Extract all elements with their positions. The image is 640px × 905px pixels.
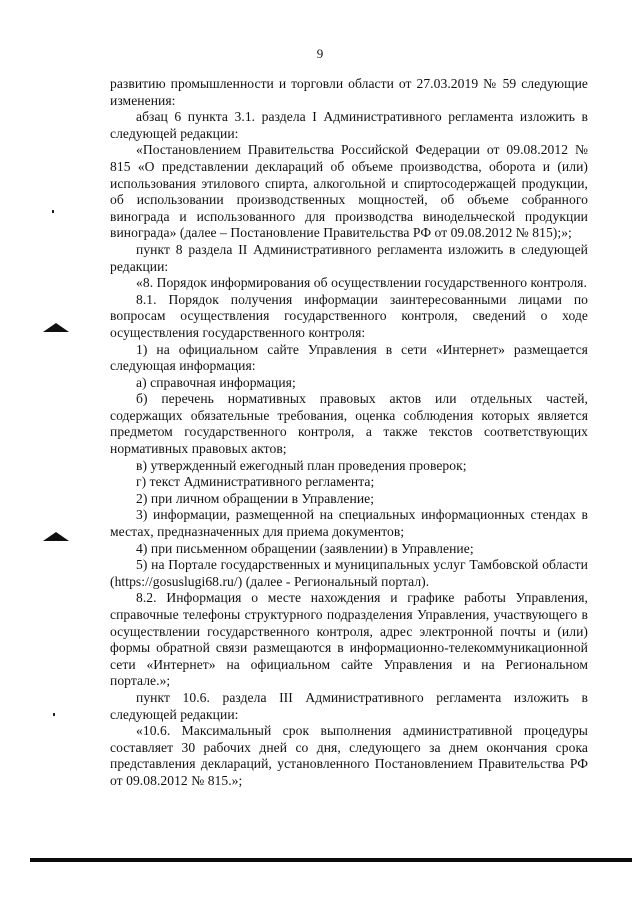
paragraph: в) утвержденный ежегодный план проведения проверок;: [136, 457, 467, 473]
paragraph: а) справочная информация;: [136, 374, 296, 390]
paragraph: пункт 8 раздела II Административного регламента изложить в следующей редакции:: [110, 241, 588, 274]
paragraph: 3) информации, размещенной на специальных информационных стендах в местах, предназначенных для приема документов;: [110, 507, 588, 540]
page-number: 9: [316, 46, 324, 61]
paragraph: 2) при личном обращении в Управление;: [136, 490, 375, 506]
paragraph: б) перечень нормативных правовых актов или отдельных частей, содержащих обязательные требования, оценка соблюдения которых является предметом государственного контроля, а также текстов соответствующих нормативных правовых актов;: [110, 391, 588, 457]
paragraph: 8.1. Порядок получения информации заинтересованными лицами по вопросам осуществления государственного контроля, сведений о ходе осуществления государственного контроля:: [110, 291, 588, 340]
paragraph: 1) на официальном сайте Управления в сети «Интернет» размещается следующая информация:: [110, 341, 588, 374]
margin-scan-mark: [43, 323, 69, 332]
paragraph: 8.2. Информация о месте нахождения и графике работы Управления, справочные телефоны структурного подразделения Управления, участвующего в осуществлении государственного контроля, адрес электронной почты и (или) формы обратной связи размещаются в информационно-телекоммуникационной сети «Интернет» на официальном сайте Управления и на Региональном портале.»;: [110, 590, 588, 689]
scan-speck: [52, 210, 54, 213]
paragraph: 4) при письменном обращении (заявлении) в Управление;: [136, 540, 474, 556]
paragraph: «Постановлением Правительства Российской Федерации от 09.08.2012 № 815 «О представлении деклараций об объеме производства, оборота и (или) использования этилового спирта, алкогольной и спиртосодержащей продукции, об использовании производственных мощностей, об объеме собранного винограда и использованного для производства винодельческой продукции винограда» (далее – Постановление Правительства РФ от 09.08.2012 № 815);»;: [110, 142, 588, 241]
paragraph: г) текст Административного регламента;: [136, 474, 375, 490]
paragraph: «10.6. Максимальный срок выполнения административной процедуры составляет 30 рабочих дней со дня, следующего за днем окончания срока представления деклараций, установленного Постановлением Правительства РФ от 09.08.2012 № 815.»;: [110, 723, 588, 788]
paragraph: 5) на Портале государственных и муниципальных услуг Тамбовской области (https://gosuslugi68.ru/) (далее - Региональный портал).: [110, 557, 588, 589]
margin-scan-mark: [43, 532, 69, 541]
footer-rule: [30, 858, 632, 862]
paragraph: развитию промышленности и торговли области от 27.03.2019 № 59 следующие изменения:: [110, 76, 588, 108]
scan-speck: [53, 713, 55, 716]
document-body: [110, 76, 588, 790]
paragraph: пункт 10.6. раздела III Административного регламента изложить в следующей редакции:: [110, 689, 588, 722]
paragraph: «8. Порядок информирования об осуществлении государственного контроля.: [136, 275, 587, 291]
paragraph: абзац 6 пункта 3.1. раздела I Административного регламента изложить в следующей редакции:: [110, 109, 588, 141]
